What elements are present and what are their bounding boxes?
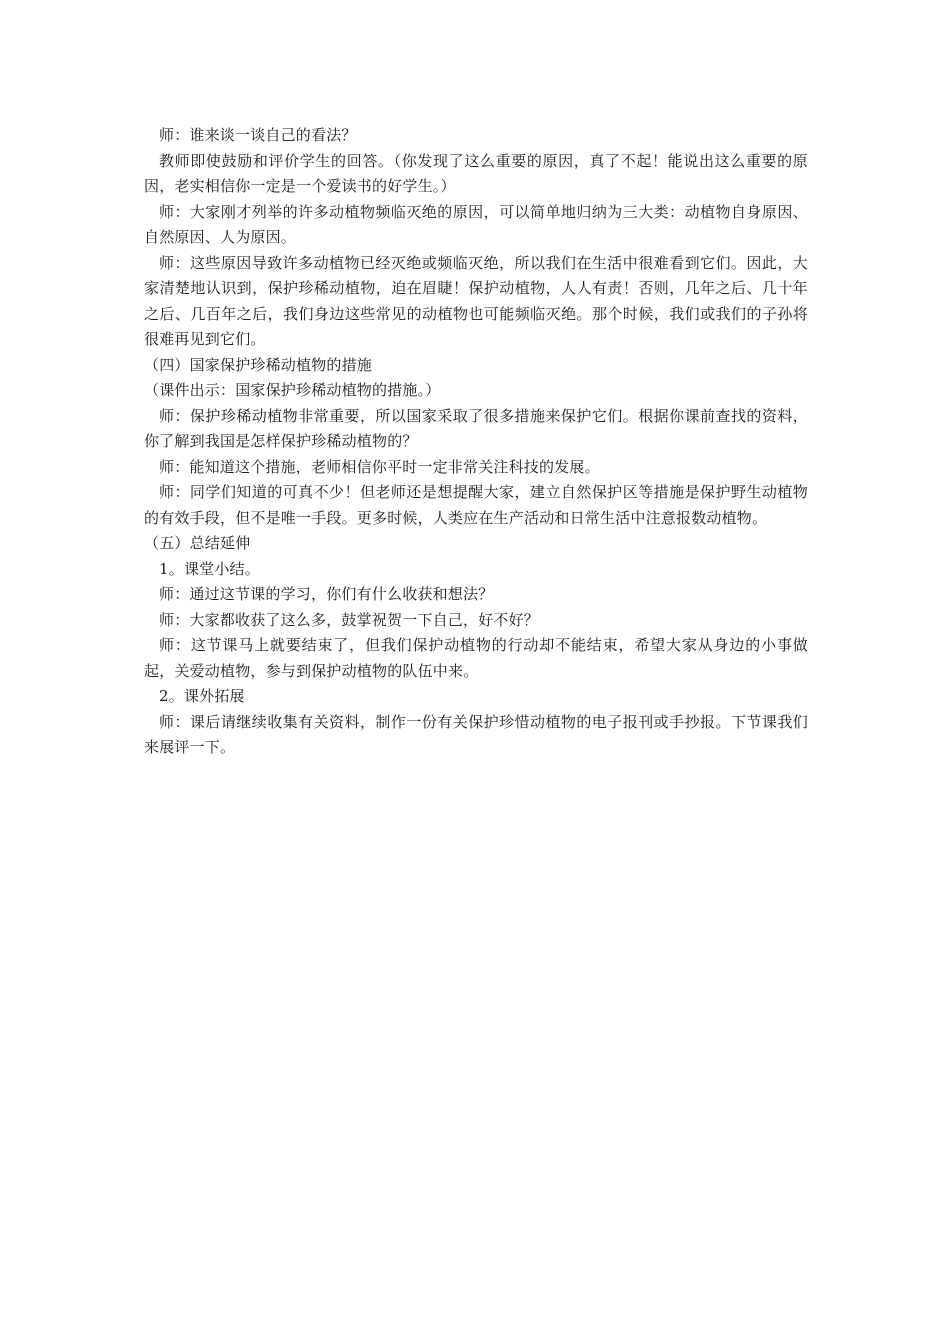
section-heading-4: （四）国家保护珍稀动植物的措施: [144, 355, 373, 374]
subsection-extension: 2。课外拓展: [159, 687, 245, 705]
paragraph-gains: 师：通过这节课的学习，你们有什么收获和想法？: [159, 585, 494, 603]
paragraph-three-causes: 师：大家刚才列举的许多动植物频临灭绝的原因，可以简单地归纳为三大类：动植物自身原因、自然原因、人为原因。: [144, 202, 808, 246]
paragraph-urgency: 师：这些原因导致许多动植物已经灭绝或频临灭绝，所以我们在生活中很难看到它们。因此，大家清楚地认识到，保护珍稀动植物，迫在眉睫！保护动植物，人人有责！否则，几年之后、几十年之后、几百年之后，我们身边这些常见的动植物也可能频临灭绝。那个时候，我们或我们的子孙将很难再见到它们。: [144, 253, 808, 348]
paragraph-action: 师：这节课马上就要结束了，但我们保护动植物的行动却不能结束，希望大家从身边的小事做起，关爱动植物，参与到保护动植物的队伍中来。: [144, 636, 808, 680]
paragraph-homework: 师：课后请继续收集有关资料，制作一份有关保护珍惜动植物的电子报刊或手抄报。下节课我们来展评一下。: [144, 712, 808, 756]
paragraph-tech-attention: 师：能知道这个措施，老师相信你平时一定非常关注科技的发展。: [159, 457, 600, 476]
paragraph-reminder: 师：同学们知道的可真不少！但老师还是想提醒大家，建立自然保护区等措施是保护野生动植物的有效手段，但不是唯一手段。更多时候，人类应在生产活动和日常生活中注意报数动植物。: [144, 483, 808, 527]
subsection-class-summary: 1。课堂小结。: [159, 559, 260, 578]
document-page: [144, 123, 808, 761]
paragraph-teacher-question: 师：谁来谈一谈自己的看法？: [159, 126, 357, 144]
paragraph-applause: 师：大家都收获了这么多，鼓掌祝贺一下自己，好不好？: [159, 610, 540, 629]
paragraph-teacher-feedback: 教师即使鼓励和评价学生的回答。（你发现了这么重要的原因，真了不起！能说出这么重要的原因，老实相信你一定是一个爱读书的好学生。）: [144, 151, 808, 195]
paragraph-national-measures: 师：保护珍稀动植物非常重要，所以国家采取了很多措施来保护它们。根据你课前查找的资料，你了解到我国是怎样保护珍稀动植物的？: [144, 406, 808, 450]
courseware-note: （课件出示：国家保护珍稀动植物的措施。）: [144, 381, 441, 399]
section-heading-5: （五）总结延伸: [144, 534, 251, 552]
